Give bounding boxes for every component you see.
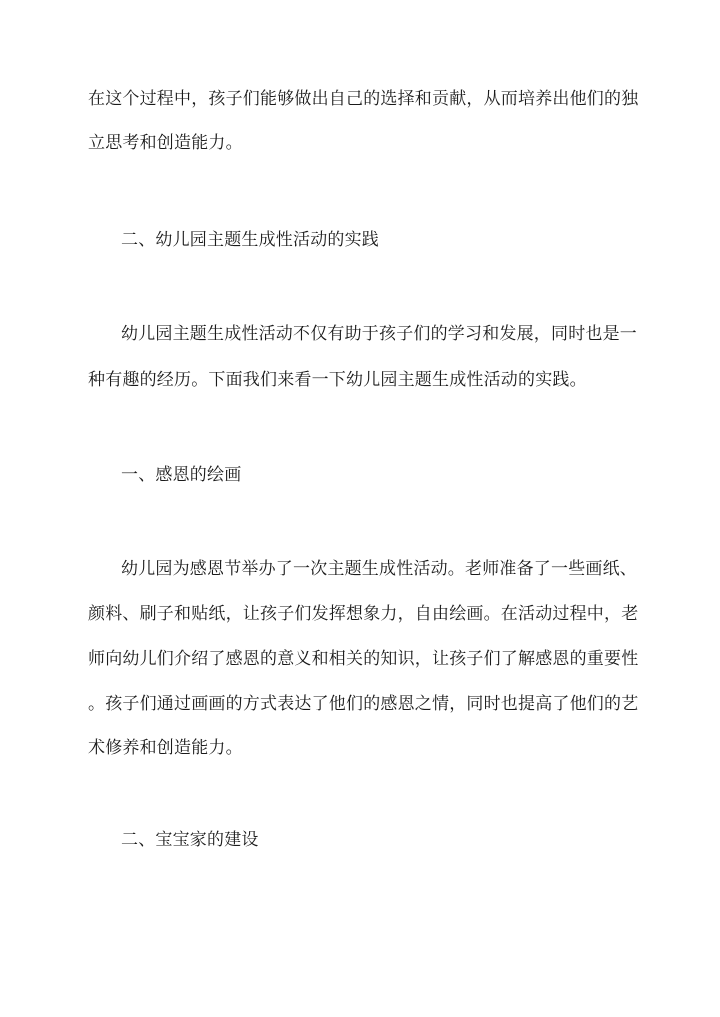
paragraph-line: 幼儿园主题生成性活动不仅有助于孩子们的学习和发展，同时也是一 [121, 324, 637, 344]
paragraph-line: 在这个过程中，孩子们能够做出自己的选择和贡献，从而培养出他们的独 [88, 89, 639, 109]
paragraph-line: 。孩子们通过画画的方式表达了他们的感恩之情，同时也提高了他们的艺 [88, 694, 639, 714]
paragraph-line: 术修养和创造能力。 [88, 738, 243, 758]
paragraph-line: 立思考和创造能力。 [88, 133, 243, 153]
paragraph-line: 种有趣的经历。下面我们来看一下幼儿园主题生成性活动的实践。 [88, 370, 587, 390]
paragraph-line: 师向幼儿们介绍了感恩的意义和相关的知识，让孩子们了解感恩的重要性 [88, 649, 639, 669]
section-heading: 二、幼儿园主题生成性活动的实践 [121, 230, 379, 250]
paragraph-line: 幼儿园为感恩节举办了一次主题生成性活动。老师准备了一些画纸、 [121, 559, 637, 579]
section-heading: 一、感恩的绘画 [121, 465, 242, 485]
section-heading: 二、宝宝家的建设 [121, 830, 259, 850]
paragraph-line: 颜料、刷子和贴纸，让孩子们发挥想象力，自由绘画。在活动过程中，老 [88, 604, 639, 624]
